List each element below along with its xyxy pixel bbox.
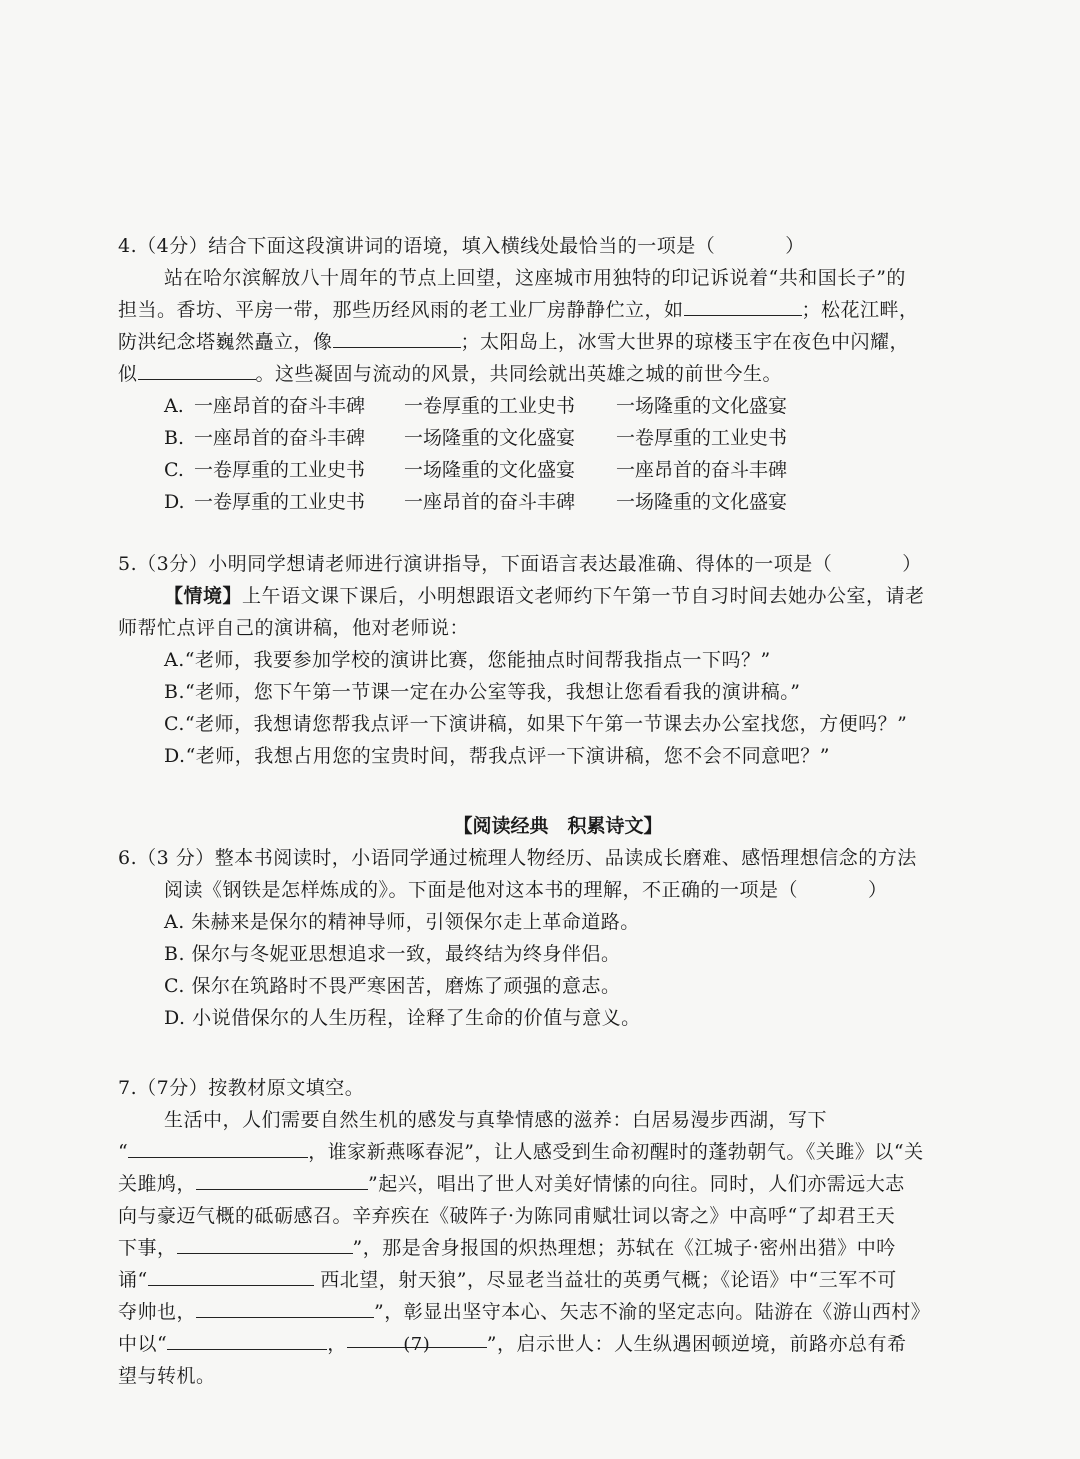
q6-stem2: 阅读《钢铁是怎样炼成的》。下面是他对这本书的理解，不正确的一项是（ bbox=[164, 879, 799, 901]
q6-stem-end: ） bbox=[868, 879, 888, 901]
option-cell: 一卷厚重的工业史书 bbox=[404, 395, 576, 417]
q5-option-b: B.“老师，您下午第一节课一定在办公室等我，我想让您看看我的演讲稿。” bbox=[164, 681, 801, 703]
fill-blank bbox=[138, 361, 256, 380]
q7-l7a: 夺帅也， bbox=[118, 1301, 197, 1323]
option-cell: 一场隆重的文化盛宴 bbox=[404, 427, 576, 449]
q4-passage-line-1: 站在哈尔滨解放八十周年的节点上回望，这座城市用独特的印记诉说着“共和国长子”的 bbox=[164, 267, 906, 289]
q5-stem-text: 5.（3分）小明同学想请老师进行演讲指导，下面语言表达最准确、得体的一项是（ bbox=[118, 553, 833, 575]
fill-blank bbox=[167, 1331, 327, 1350]
option-cell: 一座昂首的奋斗丰碑 bbox=[404, 491, 576, 513]
q5-option-c: C.“老师，我想请您帮我点评一下演讲稿，如果下午第一节课去办公室找您，方便吗？” bbox=[164, 713, 908, 735]
q5-stem bbox=[118, 548, 998, 580]
q6-stem-line-1: 6.（3 分）整本书阅读时，小语同学通过梳理人物经历、品读成长磨难、感悟理想信念的方法 bbox=[118, 847, 917, 869]
fill-blank bbox=[128, 1139, 308, 1158]
q4-p4a: 似 bbox=[118, 363, 138, 385]
q4-p2b: ；松花江畔， bbox=[801, 299, 919, 321]
q7-line-8 bbox=[118, 1328, 998, 1360]
q7-l2b: ，谁家新燕啄春泥”，让人感受到生命初醒时的蓬勃朝气。《关雎》以“关 bbox=[308, 1141, 924, 1163]
option-cell: 一卷厚重的工业史书 bbox=[194, 459, 366, 481]
q4-passage-line-2 bbox=[118, 294, 998, 326]
q7-stem: 7.（7分）按教材原文填空。 bbox=[118, 1077, 365, 1099]
q4-passage-line-3 bbox=[118, 326, 998, 358]
option-label: A. bbox=[164, 395, 184, 417]
q7-l5a: 下事， bbox=[118, 1237, 177, 1259]
q5-stem-end: ） bbox=[902, 553, 922, 575]
q5-option-a: A.“老师，我要参加学校的演讲比赛，您能抽点时间帮我指点一下吗？” bbox=[164, 649, 771, 671]
option-label: C. bbox=[164, 459, 184, 481]
q7-line-7 bbox=[118, 1296, 998, 1328]
q7-l8mid: ， bbox=[327, 1333, 347, 1355]
q4-stem-end: ） bbox=[785, 235, 805, 257]
q7-l6a: 诵“ bbox=[118, 1269, 148, 1291]
q7-l7b: ”，彰显出坚守本心、矢志不渝的坚定志向。陆游在《游山西村》 bbox=[374, 1301, 931, 1323]
q6-option-a: A. 朱赫来是保尔的精神导师，引领保尔走上革命道路。 bbox=[164, 911, 640, 933]
q6-option-d: D. 小说借保尔的人生历程，诠释了生命的价值与意义。 bbox=[164, 1007, 641, 1029]
q4-options bbox=[118, 390, 998, 518]
q7-l8b: ”，启示世人：人生纵遇困顿逆境，前路亦总有希 bbox=[486, 1333, 907, 1355]
q6-option-c: C. 保尔在筑路时不畏严寒困苦，磨炼了顽强的意志。 bbox=[164, 975, 621, 997]
q5-context-line-2: 师帮忙点评自己的演讲稿，他对老师说： bbox=[118, 617, 470, 639]
q7-l8a: 中以“ bbox=[118, 1333, 168, 1355]
question-5 bbox=[118, 548, 998, 772]
option-cell: 一场隆重的文化盛宴 bbox=[616, 395, 788, 417]
fill-blank bbox=[148, 1267, 314, 1286]
numbered-blank: (7) bbox=[347, 1329, 487, 1348]
fill-blank bbox=[177, 1235, 353, 1254]
q5-option-d: D.“老师，我想占用您的宝贵时间，帮我点评一下演讲稿，您不会不同意吧？” bbox=[164, 745, 831, 767]
q7-line-1: 生活中，人们需要自然生机的感发与真挚情感的滋养：白居易漫步西湖，写下 bbox=[164, 1109, 828, 1131]
fill-blank bbox=[684, 297, 802, 316]
q4-p3b: ；太阳岛上，冰雪大世界的琼楼玉宇在夜色中闪耀， bbox=[460, 331, 910, 353]
q7-line-2 bbox=[118, 1136, 998, 1168]
option-label: D. bbox=[164, 491, 185, 513]
q4-p3a: 防洪纪念塔巍然矗立，像 bbox=[118, 331, 333, 353]
q7-line-6 bbox=[118, 1264, 998, 1296]
option-cell: 一场隆重的文化盛宴 bbox=[616, 491, 788, 513]
q7-line-5 bbox=[118, 1232, 998, 1264]
q7-line-4: 向与豪迈气概的砥砺感召。辛弃疾在《破阵子·为陈同甫赋壮词以寄之》中高呼“了却君王天 bbox=[118, 1205, 896, 1227]
option-cell: 一座昂首的奋斗丰碑 bbox=[194, 427, 366, 449]
option-cell: 一场隆重的文化盛宴 bbox=[404, 459, 576, 481]
q7-l3a: 关雎鸠， bbox=[118, 1173, 197, 1195]
q4-p4b: 。这些凝固与流动的风景，共同绘就出英雄之城的前世今生。 bbox=[255, 363, 783, 385]
option-label: B. bbox=[164, 427, 185, 449]
q7-l3b: ”起兴，唱出了世人对美好情愫的向往。同时，人们亦需远大志 bbox=[368, 1173, 905, 1195]
question-6 bbox=[118, 842, 998, 1034]
option-cell: 一卷厚重的工业史书 bbox=[194, 491, 366, 513]
q4-stem bbox=[118, 230, 998, 262]
q4-p2a: 担当。香坊、平房一带，那些历经风雨的老工业厂房静静伫立，如 bbox=[118, 299, 684, 321]
q5-context-line-1 bbox=[118, 580, 998, 612]
q7-line-3 bbox=[118, 1168, 998, 1200]
q6-stem-line-2 bbox=[118, 874, 998, 906]
option-cell: 一座昂首的奋斗丰碑 bbox=[194, 395, 366, 417]
fill-blank bbox=[196, 1299, 374, 1318]
q4-stem-text: 4.（4分）结合下面这段演讲词的语境，填入横线处最恰当的一项是（ bbox=[118, 235, 716, 257]
fill-blank bbox=[333, 329, 461, 348]
option-cell: 一卷厚重的工业史书 bbox=[616, 427, 788, 449]
q4-passage-line-4 bbox=[118, 358, 998, 390]
fill-blank bbox=[196, 1171, 368, 1190]
q5-ctx1: 上午语文课下课后，小明想跟语文老师约下午第一节自习时间去她办公室，请老 bbox=[242, 585, 925, 607]
option-cell: 一座昂首的奋斗丰碑 bbox=[616, 459, 788, 481]
section-heading: 【阅读经典 积累诗文】 bbox=[453, 815, 663, 837]
q7-l2a: “ bbox=[118, 1141, 129, 1163]
context-label: 【情境】 bbox=[164, 585, 243, 607]
q7-l6b: 西北望，射天狼”，尽显老当益壮的英勇气概；《论语》中“三军不可 bbox=[320, 1269, 897, 1291]
q7-line-9: 望与转机。 bbox=[118, 1365, 216, 1387]
q6-option-b: B. 保尔与冬妮亚思想追求一致，最终结为终身伴侣。 bbox=[164, 943, 621, 965]
q7-l5b: ”，那是舍身报国的炽热理想；苏轼在《江城子·密州出猎》中吟 bbox=[352, 1237, 896, 1259]
question-7 bbox=[118, 1072, 998, 1392]
question-4 bbox=[118, 230, 998, 518]
